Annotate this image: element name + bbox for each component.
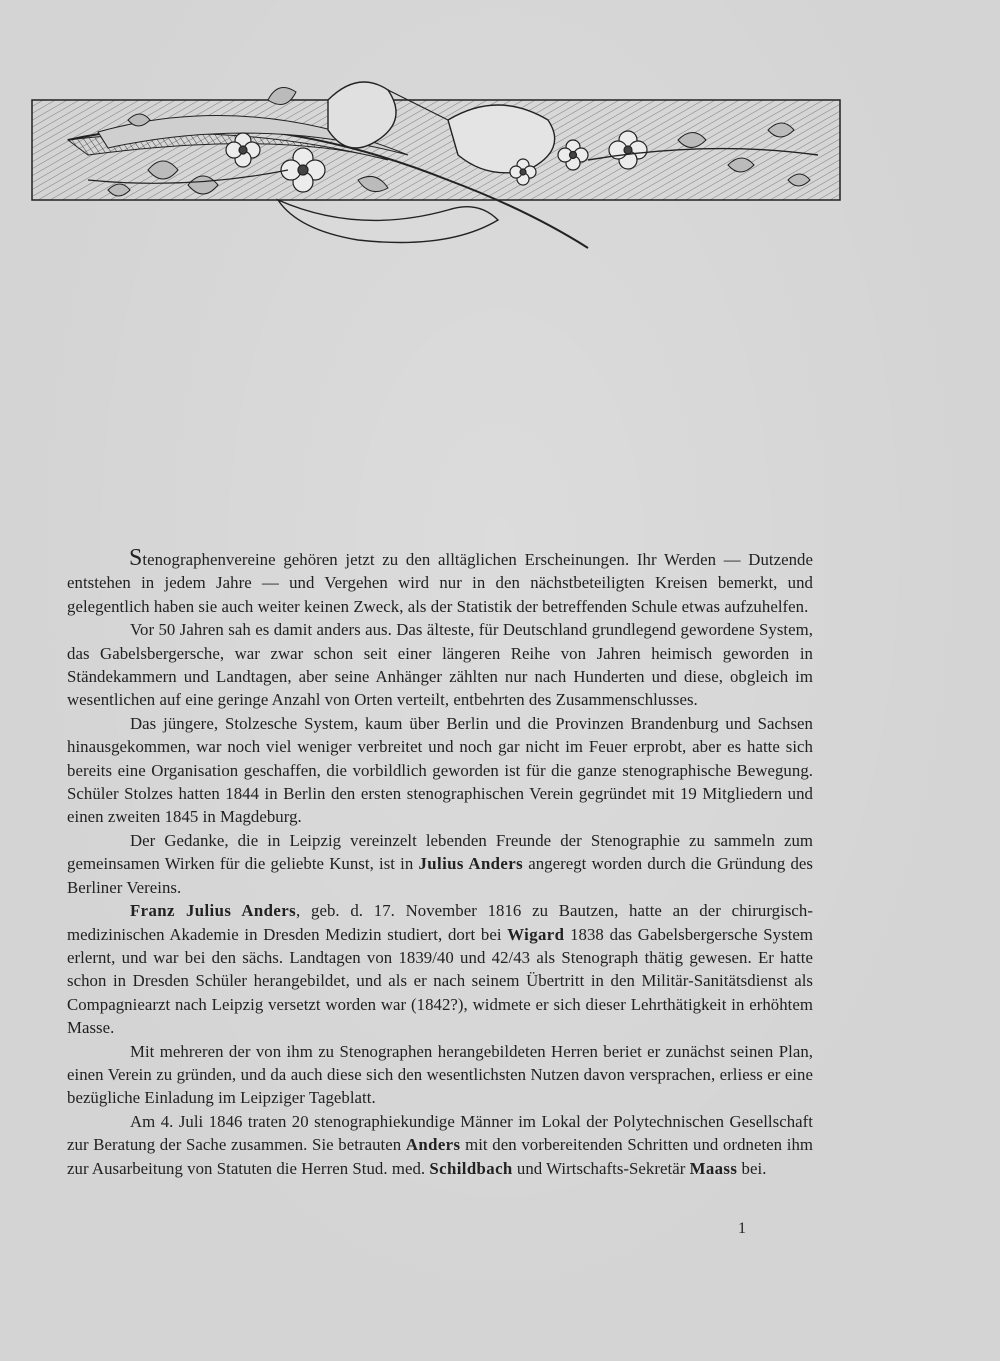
article-body <box>67 545 814 1180</box>
bold-name: Wigard <box>507 924 565 944</box>
paragraph <box>67 545 813 618</box>
text-run: Vor 50 Jahren sah es damit anders aus. Das älteste, für Deutschland grundlegend gewordene System, das Gabelsbergersche, war zwar schon seit einer längeren Reihe von Jahren heimisch geworden in Ständekammern und Landtagen, aber seine Anhänger zählten nur nach Hunderten und diese, obgleich im wesentlichen auf eine geringe Anzahl von Orten verteilt, entbehrten des Zusammenschlusses. <box>67 620 813 710</box>
text-run: Mit mehreren der von ihm zu Stenographen herangebildeten Herren beriet er zunächst seinen Plan, einen Verein zu gründen, und da auch diese sich den wesentlichsten Nutzen davon versprachen, erliess er eine bezügliche Einladung im Leipziger Tageblatt. <box>67 1041 813 1108</box>
bold-name: Schildbach <box>429 1158 513 1178</box>
paragraph <box>67 712 813 829</box>
text-run: tenographenvereine gehören jetzt zu den alltäglichen Erscheinungen. Ihr Werden — Dutzende entstehen in jedem Jahre — und Vergehen wird nur in den nächstbeteiligten Kreisen bemerkt, und gelegentlich haben sie auch weiter keinen Zweck, als der Statistik der betreffenden Schule etwas aufzuhelfen. <box>67 550 813 616</box>
bold-name: Franz Julius Anders <box>130 901 297 921</box>
text-run: mit den vorbereitenden Schritten und ordneten ihm zur Ausarbeitung von Statuten die Herren Stud. med. <box>67 1135 814 1178</box>
text-run: Das jüngere, Stolzesche System, kaum über Berlin und die Provinzen Brandenburg und Sachsen hinausgekommen, war noch viel weniger verbreitet und noch gar nicht im Feuer erprobt, aber es hatte sich bereits eine Organisation geschaffen, die vorbildlich geworden ist für die ganze stenographische Bewegung. Schüler Stolzes hatten 1844 in Berlin den ersten stenographischen Verein gegründet mit 19 Mitgliedern und einen zweiten 1845 in Magdeburg. <box>67 713 813 827</box>
paragraph <box>67 1040 813 1110</box>
bold-name: Anders <box>405 1135 461 1155</box>
paragraph <box>67 1110 813 1180</box>
bold-name: Julius Anders <box>418 854 524 874</box>
floral-ornament-icon <box>28 60 844 250</box>
paragraph <box>67 618 813 712</box>
text-run: , geb. d. 17. November 1816 zu Bautzen, hatte an der chirurgisch-medizinischen Akademie in Dresden Medizin studiert, dort bei <box>67 901 813 944</box>
drop-capital: S <box>129 545 143 571</box>
text-run: 1838 das Gabelsbergersche System erlernt, und war bei den sächs. Landtagen von 1839/40 und 42/43 als Stenograph thätig gewesen. Er hatte schon in Dresden Schüler herangebildet, und als er nach seinem Übertritt in den Militär-Sanitätsdienst als Compagniearzt nach Leipzig versetzt worden war (1842?), widmete er sich dieser Lehrthätigkeit in erhöhtem Masse. <box>67 924 814 1038</box>
bold-name: Maass <box>689 1158 738 1178</box>
text-run: bei. <box>737 1158 767 1178</box>
text-run: Der Gedanke, die in Leipzig vereinzelt lebenden Freunde der Stenographie zu sammeln zum gemeinsamen Wirken für die geliebte Kunst, ist in <box>67 830 813 874</box>
text-run: Am 4. Juli 1846 traten 20 stenographiekundige Männer im Lokal der Polytechnischen Gesellschaft zur Beratung der Sache zusammen. Sie betrauten <box>67 1111 813 1155</box>
page-number: 1 <box>738 1220 746 1237</box>
text-run: und Wirtschafts-Sekretär <box>512 1158 690 1178</box>
paragraph <box>67 899 813 1039</box>
text-run: angeregt worden durch die Gründung des Berliner Vereins. <box>67 854 813 897</box>
paragraph <box>67 829 813 899</box>
